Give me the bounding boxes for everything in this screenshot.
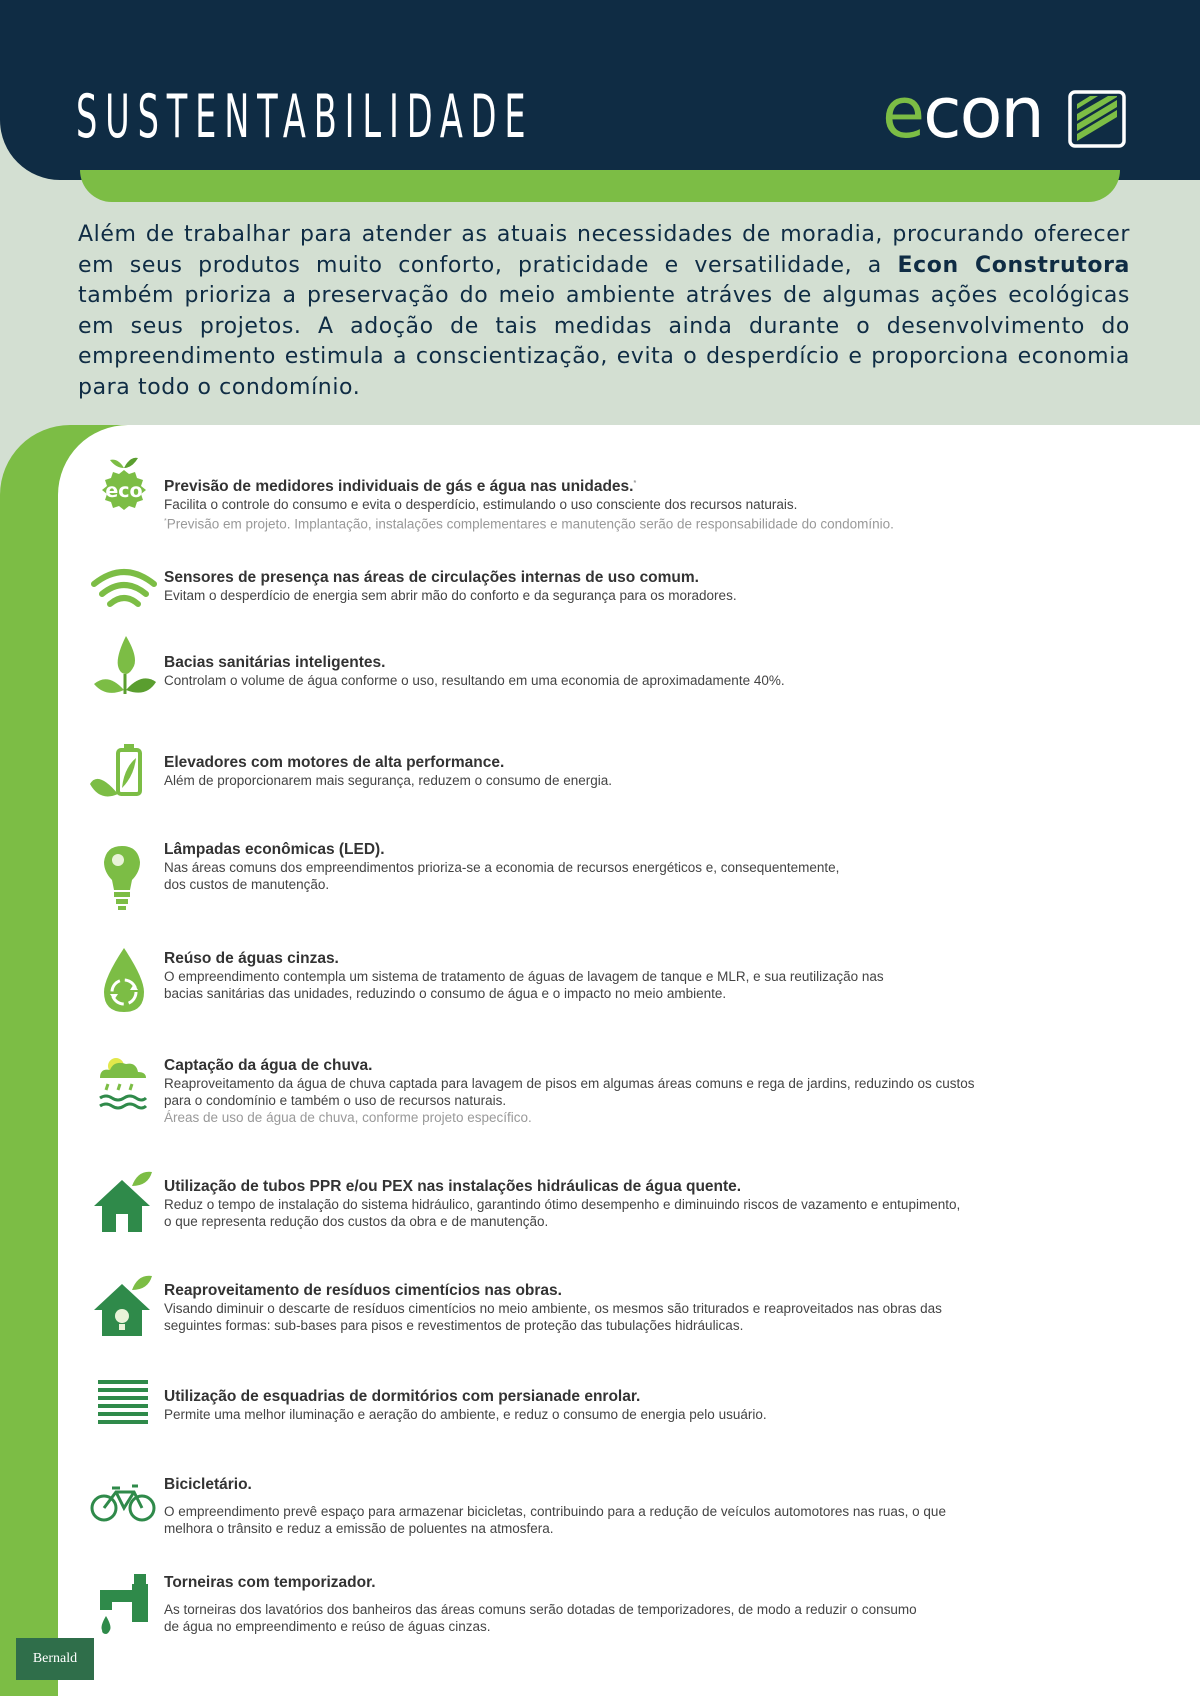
header-accent — [80, 170, 1120, 202]
eco-badge-icon — [88, 452, 160, 524]
feature-description: O empreendimento contempla um sistema de tratamento de águas de lavagem de tanque e MLR, e sua reutilização nas — [164, 969, 884, 984]
feature-note: *Previsão em projeto. Implantação, instalações complementares e manutenção serão de responsabilidade do condomínio. — [164, 516, 894, 532]
feature-title: Reúso de águas cinzas. — [164, 950, 339, 967]
rain-cloud-icon — [88, 1052, 160, 1124]
footnote-mark: * — [633, 480, 637, 487]
intro-text-2: também prioriza a preservação do meio ambiente atráves de algumas ações ecológicas em seus projetos. A adoção de tais medidas ainda durante o desenvolvimento do empreendimento estimula a conscientização, evita o desperdício e proporciona economia para todo o condomínio. — [78, 283, 1130, 400]
feature-title: Bicicletário. — [164, 1476, 252, 1493]
svg-text:eco: eco — [105, 480, 143, 502]
feature-description: Evitam o desperdício de energia sem abrir mão do conforto e da segurança para os moradores. — [164, 588, 737, 603]
feature-title: Reaproveitamento de resíduos cimentícios nas obras. — [164, 1282, 562, 1299]
feature-title: Utilização de esquadrias de dormitórios com persianade enrolar. — [164, 1388, 641, 1405]
bernald-logo — [16, 1638, 94, 1680]
page-title: SUSTENTABILIDADE — [76, 82, 534, 152]
feature-description: Facilita o controle do consumo e evita o desperdício, estimulando o uso consciente dos recursos naturais. — [164, 497, 798, 513]
feature-description-line2: melhora o trânsito e reduz a emissão de poluentes na atmosfera. — [164, 1521, 554, 1536]
faucet-icon — [88, 1572, 160, 1644]
feature-description: Permite uma melhor iluminação e aeração do ambiente, e reduz o consumo de energia pelo usuário. — [164, 1407, 767, 1422]
feature-title: Sensores de presença nas áreas de circulações internas de uso comum. — [164, 569, 699, 586]
bernald-logo-text: Bernald — [32, 1651, 78, 1666]
feature-note: Áreas de uso de água de chuva, conforme projeto específico. — [164, 1110, 532, 1125]
footnote-mark: * — [164, 518, 167, 526]
house-bulb-icon — [88, 1272, 160, 1344]
bicycle-icon — [88, 1470, 160, 1542]
wifi-sensor-icon — [88, 556, 160, 628]
feature-description: As torneiras dos lavatórios dos banheiros das áreas comuns serão dotadas de temporizadores, de modo a reduzir o consumo — [164, 1602, 917, 1617]
feature-description: Controlam o volume de água conforme o uso, resultando em uma economia de aproximadamente 40%. — [164, 673, 785, 688]
feature-title: Bacias sanitárias inteligentes. — [164, 654, 386, 671]
feature-description-line2: o que representa redução dos custos da obra e de manutenção. — [164, 1214, 549, 1229]
header-bar — [0, 0, 1200, 180]
feature-description: Reduz o tempo de instalação do sistema hidráulico, garantindo ótimo desempenho e diminuindo riscos de vazamento e entupimento, — [164, 1197, 961, 1212]
feature-description-line2: bacias sanitárias das unidades, reduzindo o consumo de água e o impacto no meio ambiente. — [164, 986, 727, 1001]
lightbulb-icon — [88, 840, 160, 912]
feature-description: Reaproveitamento da água de chuva captada para lavagem de pisos em algumas áreas comuns e rega de jardins, reduzindo os custos — [164, 1076, 975, 1091]
intro-company-name: Econ Construtora — [897, 252, 1130, 278]
feature-description-line2: para o condomínio e também o uso de recursos naturais. — [164, 1093, 507, 1108]
feature-description: Nas áreas comuns dos empreendimentos prioriza-se a economia de recursos energéticos e, consequentemente, — [164, 860, 840, 875]
recycle-drop-icon — [88, 946, 160, 1018]
feature-title: Lâmpadas econômicas (LED). — [164, 841, 385, 858]
leaf-battery-icon — [88, 740, 160, 812]
window-blind-icon — [88, 1376, 160, 1448]
feature-title: Torneiras com temporizador. — [164, 1574, 376, 1591]
intro-text-1: Além de trabalhar para atender as atuais necessidades de moradia, procurando oferecer em seus produtos muito conforto, praticidade e versatilidade, a — [78, 222, 1130, 278]
feature-description-line2: seguintes formas: sub-bases para pisos e revestimentos de proteção das tubulações hidráulicas. — [164, 1318, 744, 1333]
feature-description: Visando diminuir o descarte de resíduos cimentícios no meio ambiente, os mesmos são triturados e reaproveitados nas obras das — [164, 1301, 942, 1316]
feature-title: Previsão de medidores individuais de gás e água nas unidades.* — [164, 478, 637, 496]
feature-description: O empreendimento prevê espaço para armazenar bicicletas, contribuindo para a redução de veículos automotores nas ruas, o que — [164, 1504, 946, 1519]
logo-mark-icon — [1068, 90, 1126, 148]
intro-paragraph — [78, 220, 1130, 403]
feature-title: Captação da água de chuva. — [164, 1057, 373, 1074]
feature-description-line2: dos custos de manutenção. — [164, 877, 330, 892]
water-drop-leaves-icon — [88, 632, 160, 704]
feature-title: Elevadores com motores de alta performance. — [164, 754, 505, 771]
feature-description: Além de proporcionarem mais segurança, reduzem o consumo de energia. — [164, 773, 612, 788]
feature-description-line2: de água no empreendimento e reúso de águas cinzas. — [164, 1619, 491, 1634]
feature-title: Utilização de tubos PPR e/ou PEX nas instalações hidráulicas de água quente. — [164, 1178, 742, 1195]
logo-text: econ — [882, 72, 1043, 154]
house-leaf-icon — [88, 1168, 160, 1240]
